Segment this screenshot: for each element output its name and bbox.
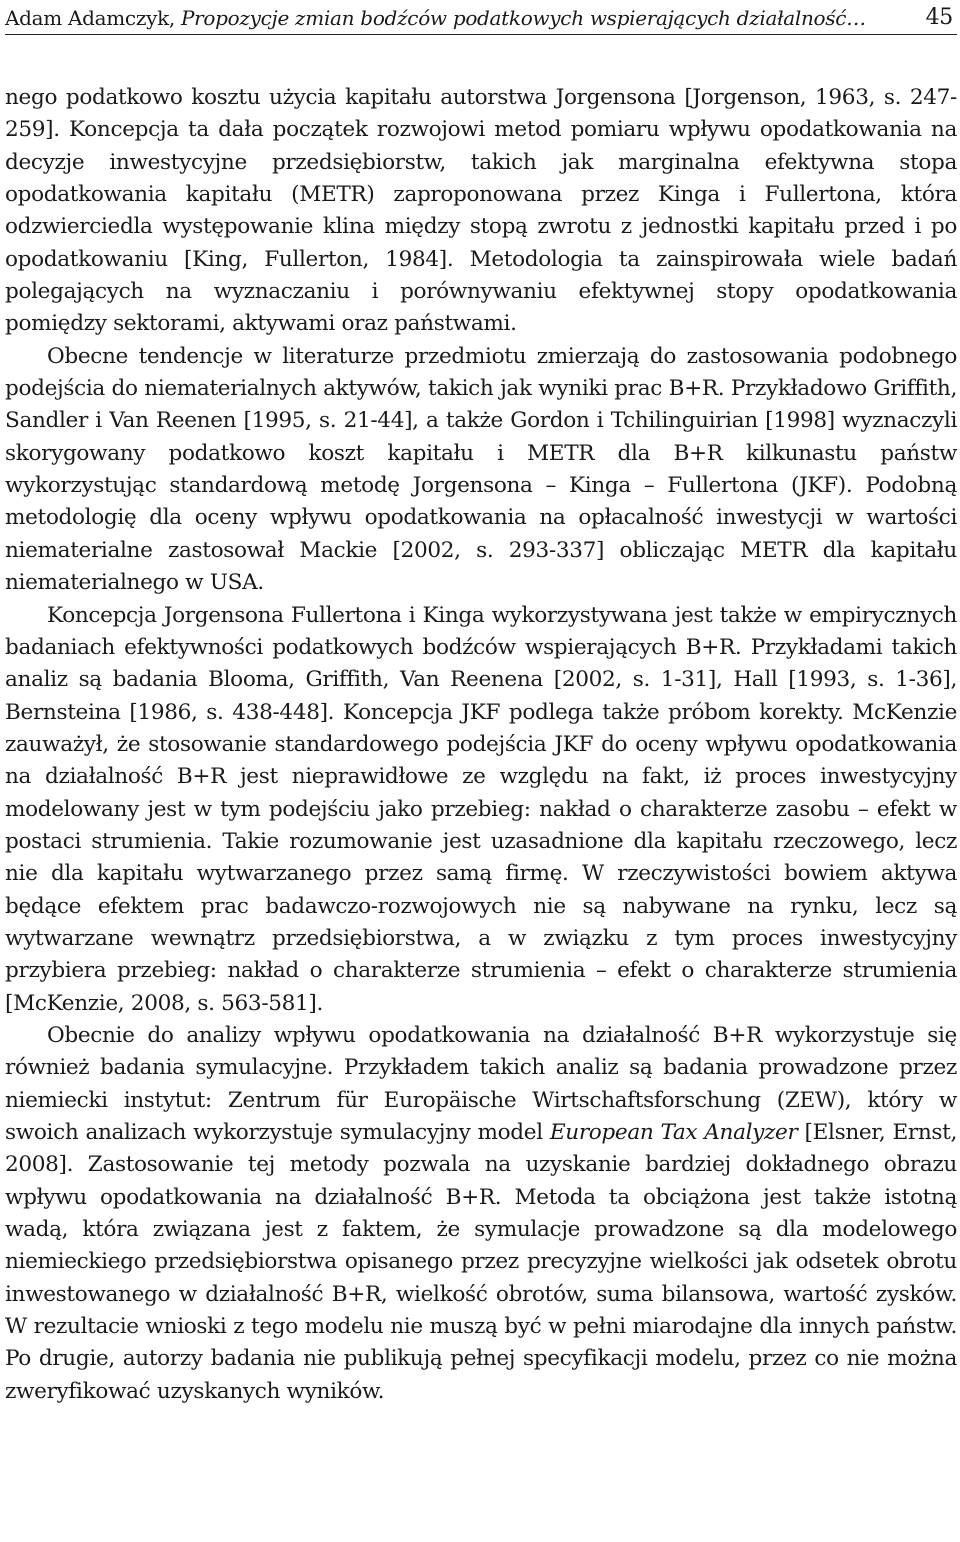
paragraph-4 (5, 1020, 957, 1408)
paragraph-1: nego podatkowo kosztu użycia kapitału autorstwa Jorgensona [Jorgenson, 1963, s. 247-259]. Koncepcja ta dała początek rozwojowi metod pomiaru wpływu opodatkowania na decyzje inwestycyjne przedsiębiorstw, takich jak marginalna efektywna stopa opodatkowania kapitału (METR) zaproponowana przez Kinga i Fullertona, która odzwierciedla występowanie klina między stopą zwrotu z jednostki kapitału przed i po opodatkowaniu [King, Fullerton, 1984]. Metodologia ta zainspirowała wiele badań polegających na wyznaczaniu i porównywaniu efektywnej stopy opodatkowania pomiędzy sektorami, aktywami oraz państwami. (5, 85, 957, 337)
header-citation (5, 6, 866, 30)
paragraph-2: Obecne tendencje w literaturze przedmiotu zmierzają do zastosowania podobnego podejścia do niematerialnych aktywów, takich jak wyniki prac B+R. Przykładowo Griffith, Sandler i Van Reenen [1995, s. 21-44], a także Gordon i Tchilinguirian [1998] wyznaczyli skorygowany podatkowo koszt kapitału i METR dla B+R kilkunastu państw wykorzystując standardową metodę Jorgensona – Kinga – Fullertona (JKF). Podobną metodologię dla oceny wpływu opodatkowania na opłacalność inwestycji w wartości niematerialne zastosował Mackie [2002, s. 293-337] obliczając METR dla kapitału niematerialnego w USA. (5, 343, 957, 596)
body-text (5, 82, 957, 1408)
paragraph-4-text-before: Obecnie do analizy wpływu opodatkowania na działalność B+R wykorzystuje się również badania symulacyjne. Przykładem takich analiz są badania prowadzone przez niemiecki instytut: Zentrum für Europäische Wirtschaftsforschung (ZEW), który w swoich analizach wykorzystuje symulacyjny model (5, 1022, 957, 1145)
paragraph-3: Koncepcja Jorgensona Fullertona i Kinga wykorzystywana jest także w empirycznych badaniach efektywności podatkowych bodźców wspierających B+R. Przykładami takich analiz są badania Blooma, Griffith, Van Reenena [2002, s. 1-31], Hall [1993, s. 1-36], Bernsteina [1986, s. 438-448]. Koncepcja JKF podlega także próbom korekty. McKenzie zauważył, że stosowanie standardowego podejścia JKF do oceny wpływu opodatkowania na działalność B+R jest nieprawidłowe ze względu na fakt, iż proces inwestycyjny modelowany jest w tym podejściu jako przebieg: nakład o charakterze zasobu – efekt w postaci strumienia. Takie rozumowanie jest uzasadnione dla kapitału rzeczowego, lecz nie dla kapitału wytwarzanego przez samą firmę. W rzeczywistości bowiem aktywa będące efektem prac badawczo-rozwojowych nie są nabywane na rynku, lecz są wytwarzane wewnątrz przedsiębiorstwa, a w związku z tym proces inwestycyjny przybiera przebieg: nakład o charakterze strumienia – efekt o charakterze strumienia [McKenzie, 2008, s. 563-581]. (5, 602, 957, 1016)
page-number: 45 (925, 5, 953, 30)
running-header (5, 0, 957, 35)
document-page (5, 0, 957, 1408)
header-title: Propozycje zmian bodźców podatkowych wspierających działalność… (181, 6, 866, 30)
model-name: European Tax Analyzer (549, 1120, 798, 1145)
header-author: Adam Adamczyk, (5, 6, 175, 30)
paragraph-4-text-after: [Elsner, Ernst, 2008]. Zastosowanie tej metody pozwala na uzyskanie bardziej dokładnego obrazu wpływu opodatkowania na działalność B+R. Metoda ta obciążona jest także istotną wadą, która związana jest z faktem, że symulacje prowadzone są dla modelowego niemieckiego przedsiębiorstwa opisanego przez precyzyjne wielkości jak odsetek obrotu inwestowanego w działalność B+R, wielkość obrotów, suma bilansowa, wartość zysków. W rezultacie wnioski z tego modelu nie muszą być w pełni miarodajne dla innych państw. Po drugie, autorzy badania nie publikują pełnej specyfikacji modelu, przez co nie można zweryfikować uzyskanych wyników. (5, 1120, 958, 1404)
